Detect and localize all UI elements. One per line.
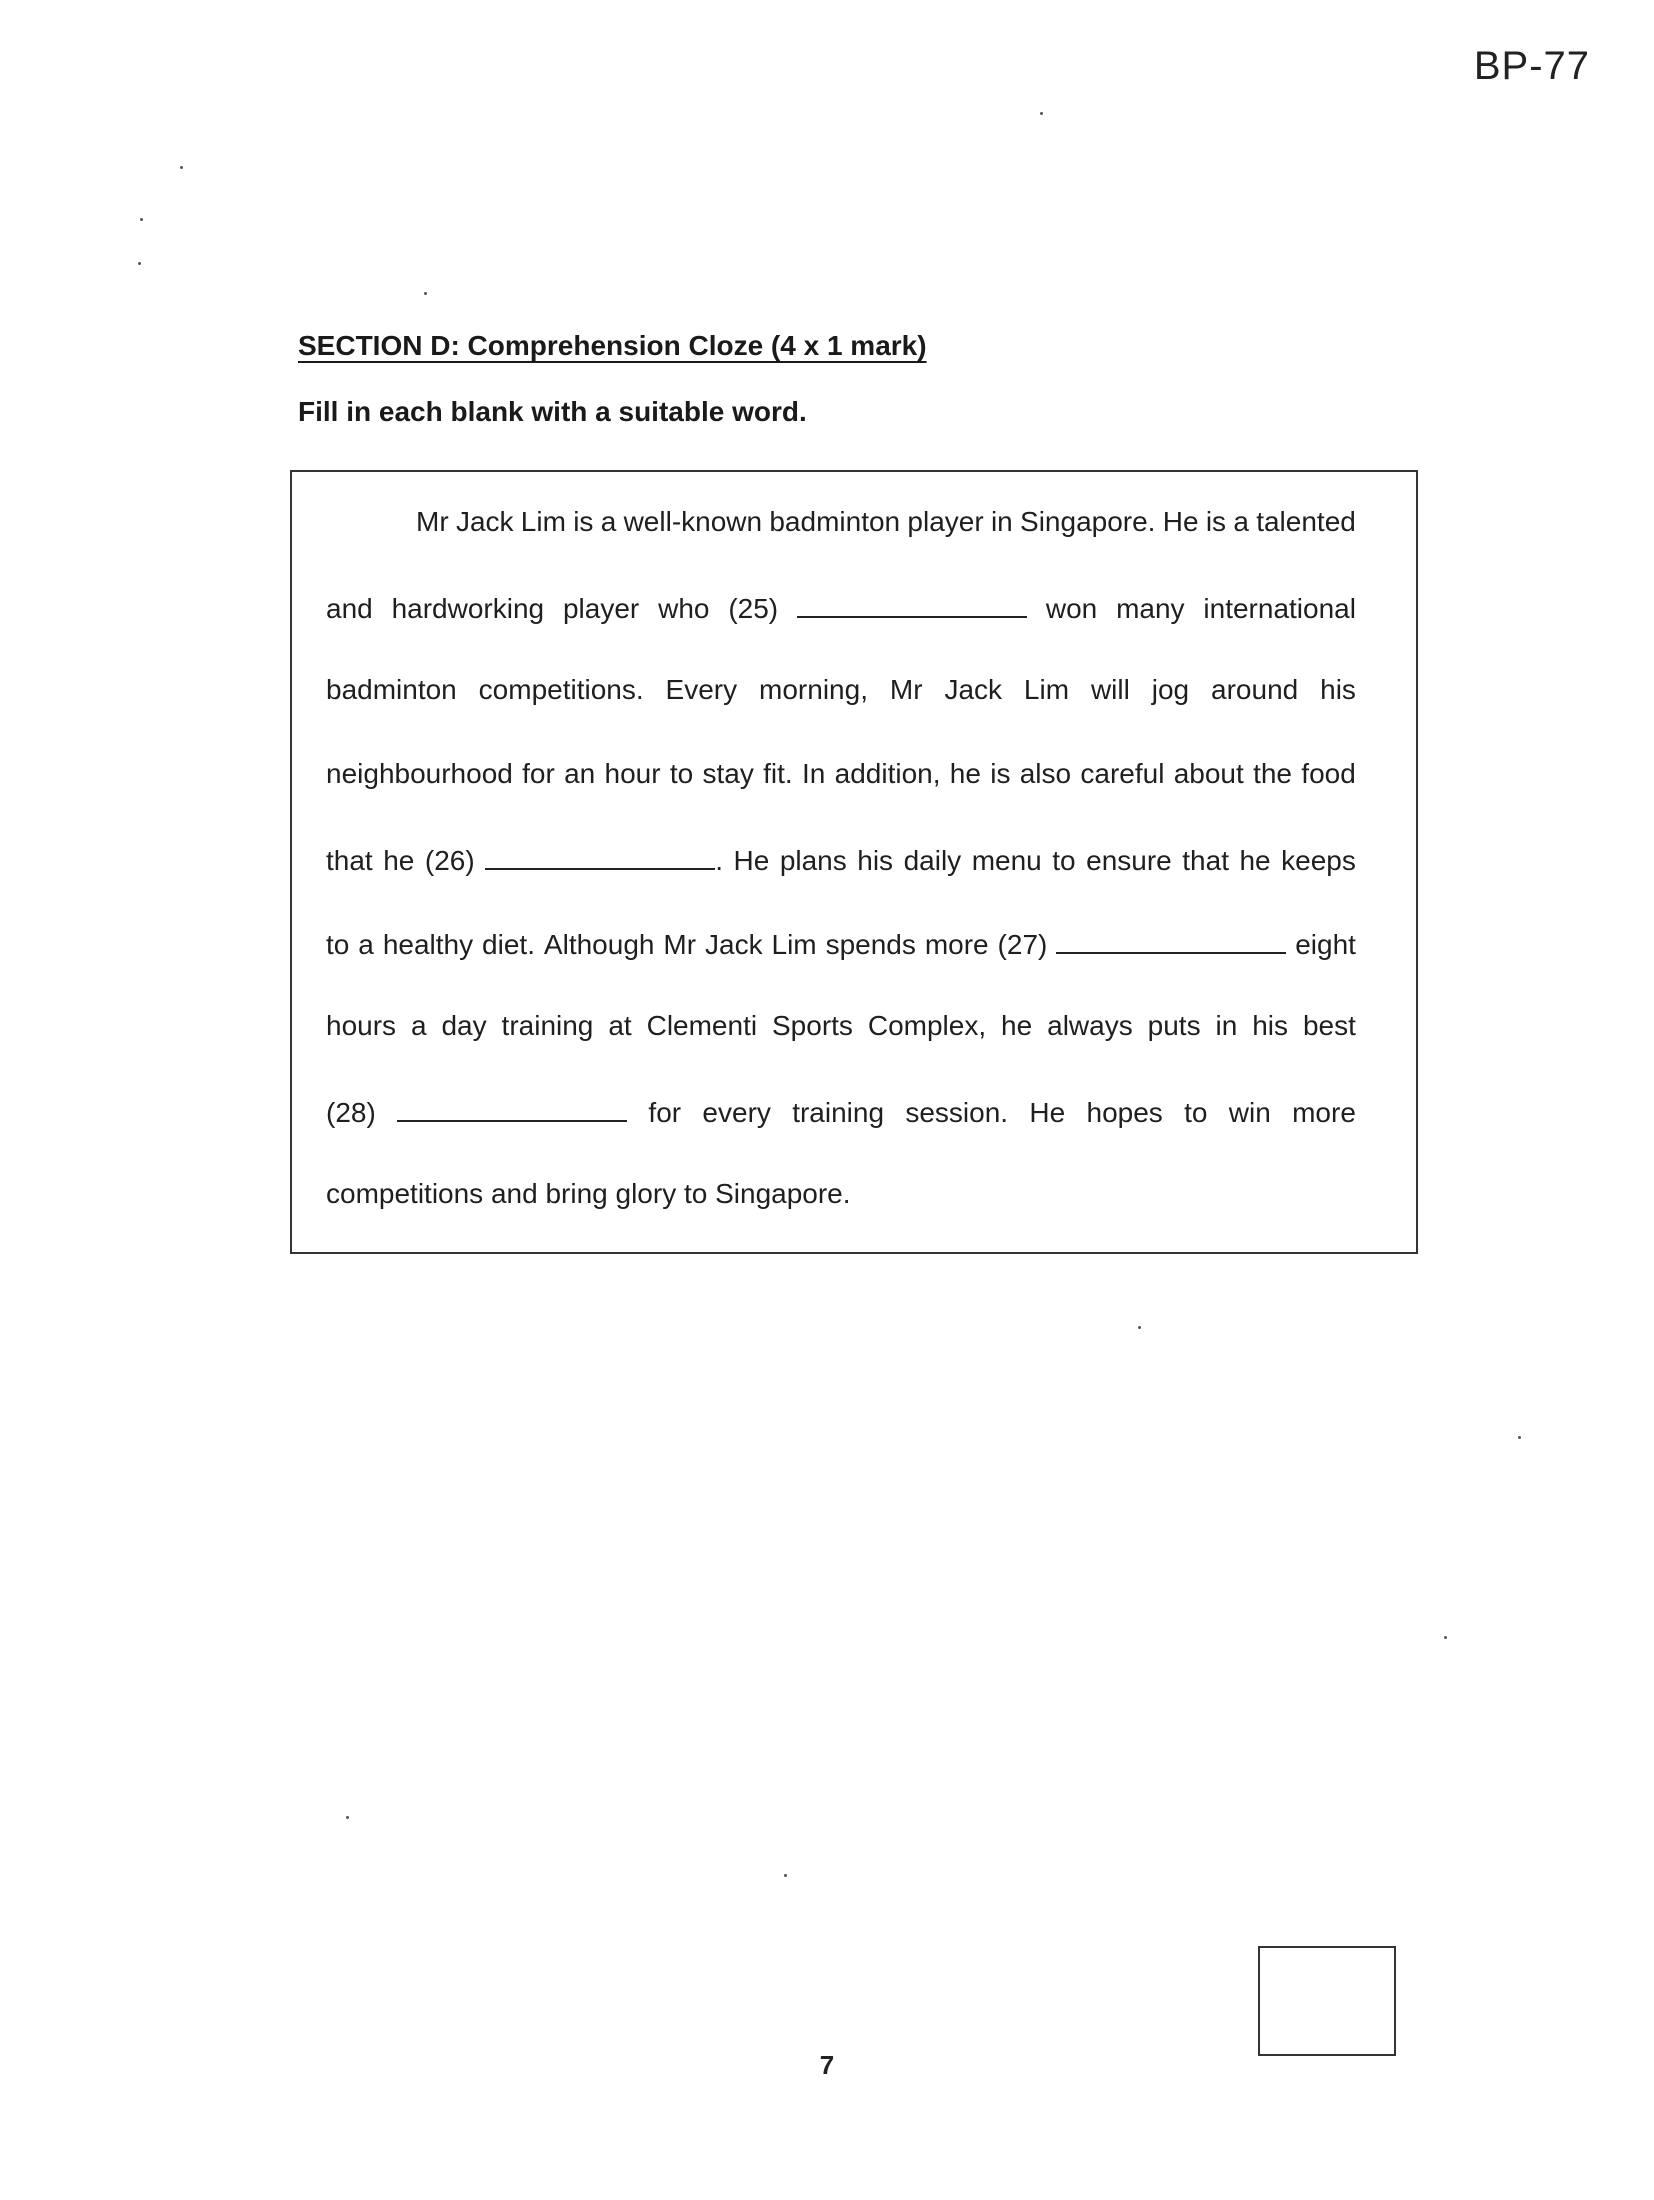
passage-word: many — [1116, 593, 1185, 624]
page-number: 7 — [819, 2050, 835, 2080]
passage-word: a — [600, 506, 617, 537]
passage-word: daily — [903, 845, 962, 876]
period-mark: . — [715, 845, 723, 876]
passage-word: who — [658, 593, 710, 624]
passage-word: food — [1301, 758, 1356, 789]
passage-word: Mr — [889, 674, 923, 705]
passage-line — [326, 590, 1356, 625]
scan-speck — [180, 166, 183, 169]
passage-word: always — [1047, 1010, 1133, 1041]
passage-word: badminton — [769, 506, 901, 537]
passage-word: his — [1320, 674, 1356, 705]
passage-line — [326, 1178, 1356, 1210]
passage-word: plans — [779, 845, 847, 876]
scan-speck — [784, 1874, 787, 1877]
passage-word: an — [564, 758, 596, 789]
passage-word: hours — [326, 1010, 397, 1041]
passage-word: keeps — [1281, 845, 1356, 876]
passage-word: best — [1302, 1010, 1356, 1041]
answer-blank-27[interactable] — [1056, 926, 1286, 954]
passage-word: badminton — [326, 674, 457, 705]
passage-line — [326, 674, 1356, 706]
passage-line — [326, 1010, 1356, 1042]
passage-word: to — [1184, 1097, 1208, 1128]
passage-word: to — [1052, 845, 1076, 876]
passage-word: about — [1173, 758, 1244, 789]
passage-word: Jack — [944, 674, 1003, 705]
passage-word: Jack — [455, 506, 514, 537]
passage-word: at — [608, 1010, 632, 1041]
passage-word: to — [326, 929, 350, 960]
passage-word: a — [410, 1010, 427, 1041]
passage-word: Clementi — [646, 1010, 758, 1041]
blank-number: (27) — [997, 929, 1048, 960]
passage-word: is — [573, 506, 594, 537]
scan-speck — [140, 218, 143, 221]
passage-line — [326, 842, 1356, 877]
passage-word: is — [990, 758, 1011, 789]
page-code: BP-77 — [1473, 44, 1590, 88]
passage-word: Jack — [705, 929, 763, 960]
passage-word: international — [1203, 593, 1356, 624]
passage-word: his — [857, 845, 894, 876]
passage-word: hour — [604, 758, 661, 789]
passage-word: He — [1029, 1097, 1066, 1128]
passage-word: he — [1239, 845, 1271, 876]
blank-number: (25) — [728, 593, 779, 624]
passage-word: Although — [543, 929, 655, 960]
passage-word: addition, — [834, 758, 941, 789]
passage-word: jog — [1151, 674, 1190, 705]
passage-line — [416, 506, 1356, 538]
passage-word: hopes — [1086, 1097, 1163, 1128]
passage-word: eight — [1295, 929, 1356, 960]
passage-word: win — [1228, 1097, 1271, 1128]
passage-line — [326, 926, 1356, 961]
passage-word: for — [648, 1097, 682, 1128]
passage-word: training — [501, 1010, 594, 1041]
passage-word: Sports — [772, 1010, 853, 1041]
passage-word: fit. — [763, 758, 793, 789]
instruction-text: Fill in each blank with a suitable word. — [298, 396, 807, 427]
passage-word: to — [669, 758, 694, 789]
section-title: SECTION D: Comprehension Cloze (4 x 1 mark) — [298, 330, 927, 361]
passage-word: a — [1233, 506, 1249, 537]
passage-closing-text: competitions and bring glory to Singapore. — [326, 1178, 851, 1209]
passage-word: Singapore. — [1020, 506, 1156, 537]
passage-word: He — [733, 845, 770, 876]
passage-word: he — [949, 758, 981, 789]
passage-word: well-known — [623, 506, 763, 537]
passage-word: Mr — [416, 506, 449, 537]
passage-word: player — [907, 506, 984, 537]
passage-word: competitions. — [478, 674, 644, 705]
passage-word: that — [1182, 845, 1229, 876]
answer-blank-28[interactable] — [397, 1094, 627, 1122]
passage-word: he — [383, 845, 415, 876]
scan-speck — [1040, 112, 1043, 115]
passage-word: puts — [1147, 1010, 1201, 1041]
scan-speck — [1444, 1636, 1447, 1639]
passage-word: ensure — [1086, 845, 1172, 876]
passage-word: more — [924, 929, 989, 960]
blank-number: (26) — [424, 845, 475, 876]
scan-speck — [424, 292, 427, 295]
passage-word: is — [1205, 506, 1227, 537]
blank-with-period — [485, 842, 723, 877]
passage-word: the — [1253, 758, 1293, 789]
scan-speck — [1518, 1436, 1521, 1439]
passage-word: will — [1090, 674, 1130, 705]
passage-word: He — [1162, 506, 1199, 537]
passage-word: Complex, — [867, 1010, 987, 1041]
passage-word: healthy — [382, 929, 474, 960]
passage-word: hardworking — [391, 593, 545, 624]
score-box[interactable] — [1258, 1946, 1396, 2056]
passage-word: In — [801, 758, 826, 789]
passage-box — [290, 470, 1418, 1254]
passage-word: Lim — [520, 506, 566, 537]
passage-word: in — [1215, 1010, 1238, 1041]
passage-word: talented — [1256, 506, 1356, 537]
passage-line — [326, 1094, 1356, 1129]
passage-word: around — [1211, 674, 1299, 705]
answer-blank-26[interactable] — [485, 842, 715, 870]
passage-word: menu — [971, 845, 1042, 876]
passage-word: stay — [702, 758, 754, 789]
passage-word: he — [1001, 1010, 1033, 1041]
scan-speck — [1138, 1326, 1141, 1329]
scan-speck — [346, 1816, 349, 1819]
passage-word: training — [792, 1097, 885, 1128]
passage-word: won — [1045, 593, 1098, 624]
blank-number: (28) — [326, 1097, 376, 1128]
passage-word: for — [522, 758, 555, 789]
passage-word: neighbourhood — [326, 758, 513, 789]
passage-word: Lim — [1023, 674, 1070, 705]
passage-word: every — [702, 1097, 771, 1128]
passage-word: in — [990, 506, 1013, 537]
passage-word: spends — [825, 929, 916, 960]
passage-word: and — [326, 593, 373, 624]
passage-word: Every — [665, 674, 738, 705]
passage-word: also — [1019, 758, 1072, 789]
passage-word: morning, — [759, 674, 868, 705]
passage-word: diet. — [482, 929, 535, 960]
passage-word: that — [326, 845, 373, 876]
passage-line — [326, 758, 1356, 790]
passage-word: his — [1252, 1010, 1289, 1041]
passage-word: day — [441, 1010, 487, 1041]
passage-word: a — [358, 929, 374, 960]
passage-word: more — [1292, 1097, 1356, 1128]
passage-word: player — [562, 593, 640, 624]
passage-word: Mr — [663, 929, 697, 960]
answer-blank-25[interactable] — [797, 590, 1027, 618]
passage-word: session. — [905, 1097, 1009, 1128]
scan-speck — [138, 262, 141, 265]
passage-word: careful — [1080, 758, 1165, 789]
passage-word: Lim — [771, 929, 817, 960]
